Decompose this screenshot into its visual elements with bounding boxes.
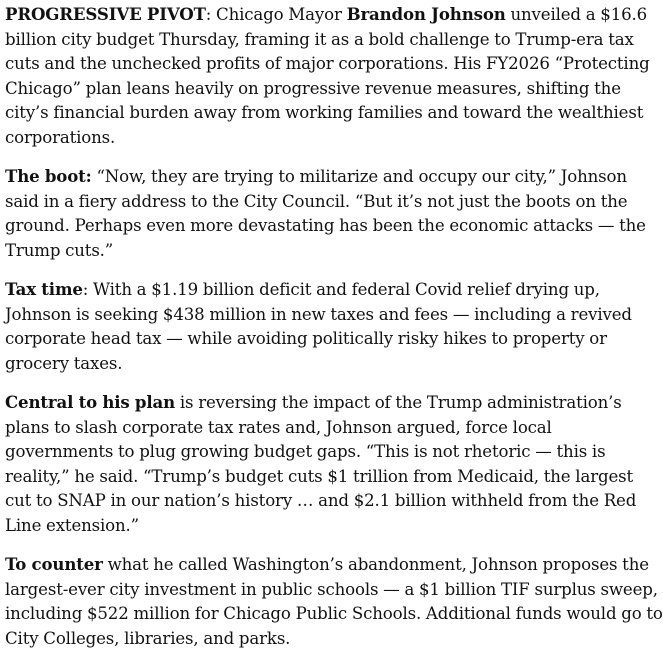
lead-in-central-to-plan: Central to his plan (5, 392, 176, 412)
paragraph-text: what he called Washington’s abandonment, Johnson proposes the largest-ever city investment in public schools — a $1 billion TIF surplus sweep, including $522 million for Chicago Public Schools. Additional funds would go to City Colleges, libraries, and parks. (5, 555, 663, 648)
paragraph-progressive-pivot (5, 2, 663, 150)
paragraph-text: : With a $1.19 billion deficit and federal Covid relief drying up, Johnson is seeking $438 million in new taxes and fees — including a revived corporate head tax — while avoiding politically risky hikes to property or grocery taxes. (5, 280, 632, 373)
lead-in-progressive-pivot: PROGRESSIVE PIVOT (5, 4, 206, 24)
lead-in-to-counter: To counter (5, 554, 103, 574)
paragraph-text: unveiled a $16.6 billion city budget Thursday, framing it as a bold challenge to Trump-era tax cuts and the unchecked profits of major corporations. His FY2026 “Protecting Chicago” plan leans heavily on progressive revenue measures, shifting the city’s financial burden away from working families and toward the wealthiest corporations. (5, 5, 650, 147)
paragraph-the-boot (5, 164, 663, 263)
paragraph-central-to-plan (5, 390, 663, 538)
name-brandon-johnson: Brandon Johnson (346, 4, 506, 24)
lead-in-the-boot: The boot: (5, 166, 92, 186)
paragraph-text: : Chicago Mayor (205, 5, 347, 24)
paragraph-text: is reversing the impact of the Trump administration’s plans to slash corporate tax rates and, Johnson argued, force local governments to plug growing budget gaps. “This is not rhetoric — this is reality,” he said. “Trump’s budget cuts $1 trillion from Medicaid, the largest cut to SNAP in our nation’s history … and $2.1 billion withheld from the Red Line extension.” (5, 393, 637, 535)
paragraph-text: “Now, they are trying to militarize and occupy our city,” Johnson said in a fiery address to the City Council. “But it’s not just the boots on the ground. Perhaps even more devastating has been the economic attacks — the Trump cuts.” (5, 167, 646, 260)
article-body (5, 2, 663, 665)
lead-in-tax-time: Tax time (5, 279, 83, 299)
paragraph-tax-time (5, 277, 663, 376)
paragraph-to-counter (5, 552, 663, 651)
